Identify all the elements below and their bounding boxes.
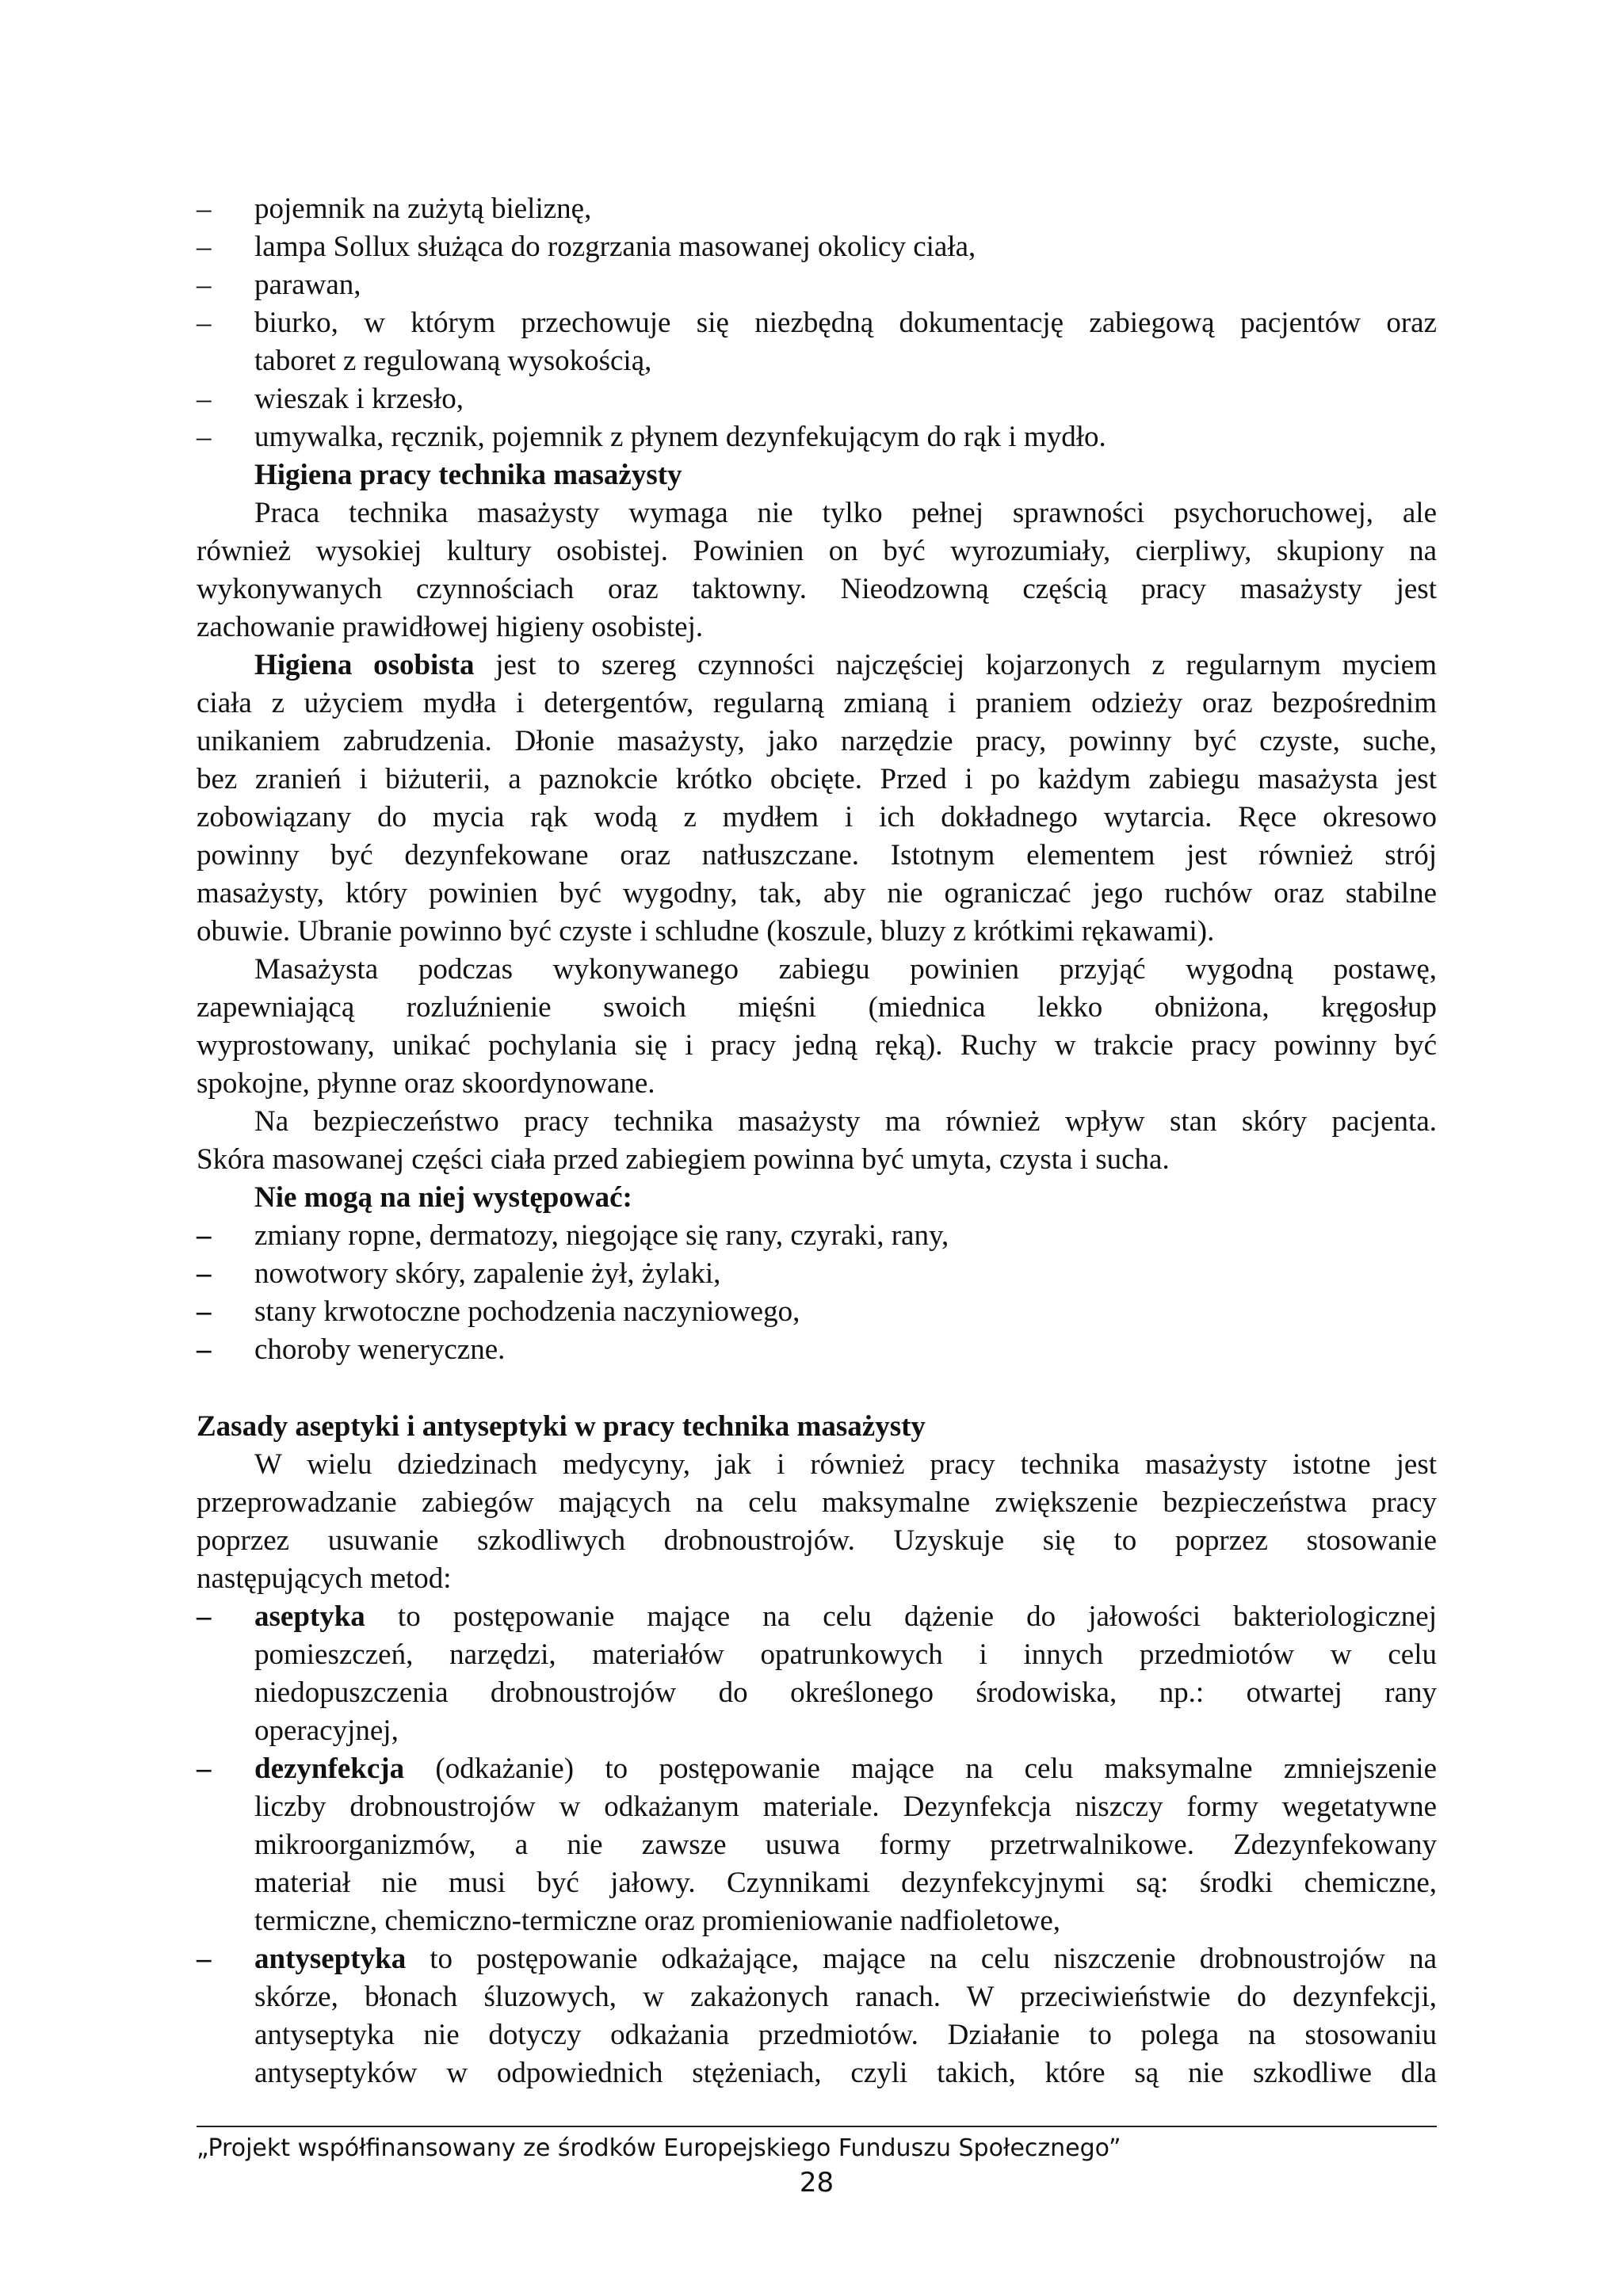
paragraph-text: jest to szereg czynności najczęściej kojarzonych z regularnym myciem: [474, 649, 1437, 681]
paragraph-line: Masażysta podczas wykonywanego zabiegu powinien przyjąć wygodną postawę,: [254, 953, 1437, 986]
list-item: [197, 304, 1437, 380]
list-item-antyseptyka: [197, 1940, 1437, 2092]
list-item: [197, 228, 1437, 266]
list-item-text: biurko, w którym przechowuje się niezbędną dokumentację zabiegową pacjentów oraz: [254, 307, 1437, 339]
bold-term: Higiena osobista: [254, 649, 475, 681]
list-item-text: nowotwory skóry, zapalenie żył, żylaki,: [254, 1257, 721, 1290]
paragraph-line: ciała z użyciem mydła i detergentów, regularną zmianą i praniem odzieży oraz bezpośrednim: [197, 687, 1437, 719]
list-dash: –: [197, 1257, 212, 1290]
footer-text: „Projekt współfinansowany ze środków Europejskiego Funduszu Społecznego”: [197, 2134, 1121, 2162]
paragraph-line: wykonywanych czynnościach oraz taktowny. Nieodzowną częścią pracy masażysty jest: [197, 573, 1437, 605]
paragraph-line: następujących metod:: [197, 1562, 452, 1595]
paragraph-line: Na bezpieczeństwo pracy technika masażysty ma również wpływ stan skóry pacjenta.: [254, 1105, 1437, 1138]
list-item-dezynfekcja: [197, 1750, 1437, 1940]
list-item-text: mikroorganizmów, a nie zawsze usuwa formy przetrwalnikowe. Zdezynfekowany: [254, 1829, 1437, 1861]
list-dash: –: [197, 1333, 212, 1366]
list-item-rest: (odkażanie) to postępowanie mające na celu maksymalne zmniejszenie: [404, 1753, 1437, 1785]
paragraph-line: przeprowadzanie zabiegów mających na celu maksymalne zwiększenie bezpieczeństwa pracy: [197, 1486, 1437, 1519]
list-item: [197, 1255, 1437, 1293]
paragraph-line: spokojne, płynne oraz skoordynowane.: [197, 1067, 655, 1100]
list-dash: –: [197, 1600, 212, 1633]
paragraph-line: W wielu dziedzinach medycyny, jak i również pracy technika masażysty istotne jest: [254, 1448, 1437, 1481]
list-item-text: termiczne, chemiczno-termiczne oraz promieniowanie nadfioletowe,: [254, 1905, 1061, 1937]
paragraph-line: unikaniem zabrudzenia. Dłonie masażysty, jako narzędzie pracy, powinny być czyste, suche,: [197, 725, 1437, 757]
list-item: [197, 266, 1437, 304]
paragraph-line: obuwie. Ubranie powinno być czyste i schludne (koszule, bluzy z krótkimi rękawami).: [197, 915, 1215, 948]
bold-term: antyseptyka: [254, 1943, 407, 1975]
list-item-rest: to postępowanie odkażające, mające na celu niszczenie drobnoustrojów na: [406, 1943, 1437, 1975]
list-dash: –: [197, 1943, 212, 1975]
list-dash: –: [197, 1753, 212, 1785]
list-item-aseptyka: [197, 1598, 1437, 1750]
list-dash: –: [197, 307, 212, 339]
list-dash: –: [197, 1219, 212, 1252]
list-item: [197, 190, 1437, 228]
bold-term: aseptyka: [254, 1600, 365, 1633]
list-item-text: pojemnik na zużytą bieliznę,: [254, 193, 592, 225]
list-item-text: parawan,: [254, 269, 361, 301]
section-heading: Higiena pracy technika masażysty: [254, 459, 682, 491]
list-item-text: taboret z regulowaną wysokością,: [254, 345, 652, 377]
list-item: [197, 1217, 1437, 1255]
list-item-text: umywalka, ręcznik, pojemnik z płynem dezynfekującym do rąk i mydło.: [254, 421, 1106, 453]
list-item-text: wieszak i krzesło,: [254, 383, 464, 415]
paragraph: [197, 1103, 1437, 1179]
paragraph: [197, 1446, 1437, 1598]
list-item-text: pomieszczeń, narzędzi, materiałów opatrunkowych i innych przedmiotów w celu: [254, 1638, 1437, 1671]
paragraph-line: zapewniającą rozluźnienie swoich mięśni (miednica lekko obniżona, kręgosłup: [197, 991, 1437, 1024]
spacer: [197, 1369, 1437, 1408]
list-dash: –: [197, 383, 212, 415]
paragraph-line: bez zranień i biżuterii, a paznokcie krótko obcięte. Przed i po każdym zabiegu masażysta jest: [197, 763, 1437, 795]
paragraph: [197, 951, 1437, 1103]
list-item-text: antyseptyków w odpowiednich stężeniach, czyli takich, które są nie szkodliwe dla: [254, 2057, 1437, 2089]
subheading: Nie mogą na niej występować:: [254, 1181, 632, 1214]
list-item-text: antyseptyka nie dotyczy odkażania przedmiotów. Działanie to polega na stosowaniu: [254, 2019, 1437, 2051]
page-footer: [197, 2126, 1437, 2200]
page-number: 28: [799, 2167, 834, 2199]
list-item-rest: to postępowanie mające na celu dążenie do jałowości bakteriologicznej: [365, 1600, 1437, 1633]
paragraph-line: Skóra masowanej części ciała przed zabiegiem powinna być umyta, czysta i sucha.: [197, 1143, 1170, 1176]
paragraph-line: zachowanie prawidłowej higieny osobistej.: [197, 611, 704, 643]
footer-divider: [197, 2126, 1437, 2127]
list-item-text: liczby drobnoustrojów w odkażanym materiale. Dezynfekcja niszczy formy wegetatywne: [254, 1791, 1437, 1823]
list-dash: –: [197, 231, 212, 263]
paragraph: [197, 494, 1437, 646]
page-body: [197, 190, 1437, 2092]
list-item-text: stany krwotoczne pochodzenia naczyniowego,: [254, 1295, 800, 1328]
paragraph-line: również wysokiej kultury osobistej. Powinien on być wyrozumiały, cierpliwy, skupiony na: [197, 535, 1437, 567]
list-dash: –: [197, 269, 212, 301]
list-item-text: lampa Sollux służąca do rozgrzania masowanej okolicy ciała,: [254, 231, 976, 263]
list-item-text: [254, 1940, 1437, 1978]
paragraph-line: wyprostowany, unikać pochylania się i pracy jedną ręką). Ruchy w trakcie pracy powinny być: [197, 1029, 1437, 1062]
paragraph-line: poprzez usuwanie szkodliwych drobnoustrojów. Uzyskuje się to poprzez stosowanie: [197, 1524, 1437, 1557]
list-item-text: [254, 1598, 1437, 1636]
list-item: [197, 380, 1437, 418]
paragraph-line: [197, 646, 1437, 685]
list-item-text: choroby weneryczne.: [254, 1333, 506, 1366]
list-item: [197, 418, 1437, 456]
list-item: [197, 1331, 1437, 1369]
list-item-text: zmiany ropne, dermatozy, niegojące się rany, czyraki, rany,: [254, 1219, 949, 1252]
list-item-text: niedopuszczenia drobnoustrojów do określonego środowiska, np.: otwartej rany: [254, 1676, 1437, 1709]
list-item-text: [254, 1750, 1437, 1788]
section-heading: Zasady aseptyki i antyseptyki w pracy technika masażysty: [197, 1410, 926, 1443]
list-dash: –: [197, 421, 212, 453]
list-item-text: operacyjnej,: [254, 1714, 399, 1747]
paragraph: [197, 646, 1437, 951]
list-dash: –: [197, 193, 212, 225]
list-item-text: materiał nie musi być jałowy. Czynnikami dezynfekcyjnymi są: środki chemiczne,: [254, 1867, 1437, 1899]
list-item-text: skórze, błonach śluzowych, w zakażonych ranach. W przeciwieństwie do dezynfekcji,: [254, 1981, 1437, 2013]
list-item: [197, 1293, 1437, 1331]
paragraph-line: Praca technika masażysty wymaga nie tylko pełnej sprawności psychoruchowej, ale: [254, 497, 1437, 529]
list-dash: –: [197, 1295, 212, 1328]
bold-term: dezynfekcja: [254, 1753, 405, 1785]
paragraph-line: powinny być dezynfekowane oraz natłuszczane. Istotnym elementem jest również strój: [197, 839, 1437, 871]
paragraph-line: masażysty, który powinien być wygodny, tak, aby nie ograniczać jego ruchów oraz stabilne: [197, 877, 1437, 910]
paragraph-line: zobowiązany do mycia rąk wodą z mydłem i ich dokładnego wytarcia. Ręce okresowo: [197, 801, 1437, 833]
